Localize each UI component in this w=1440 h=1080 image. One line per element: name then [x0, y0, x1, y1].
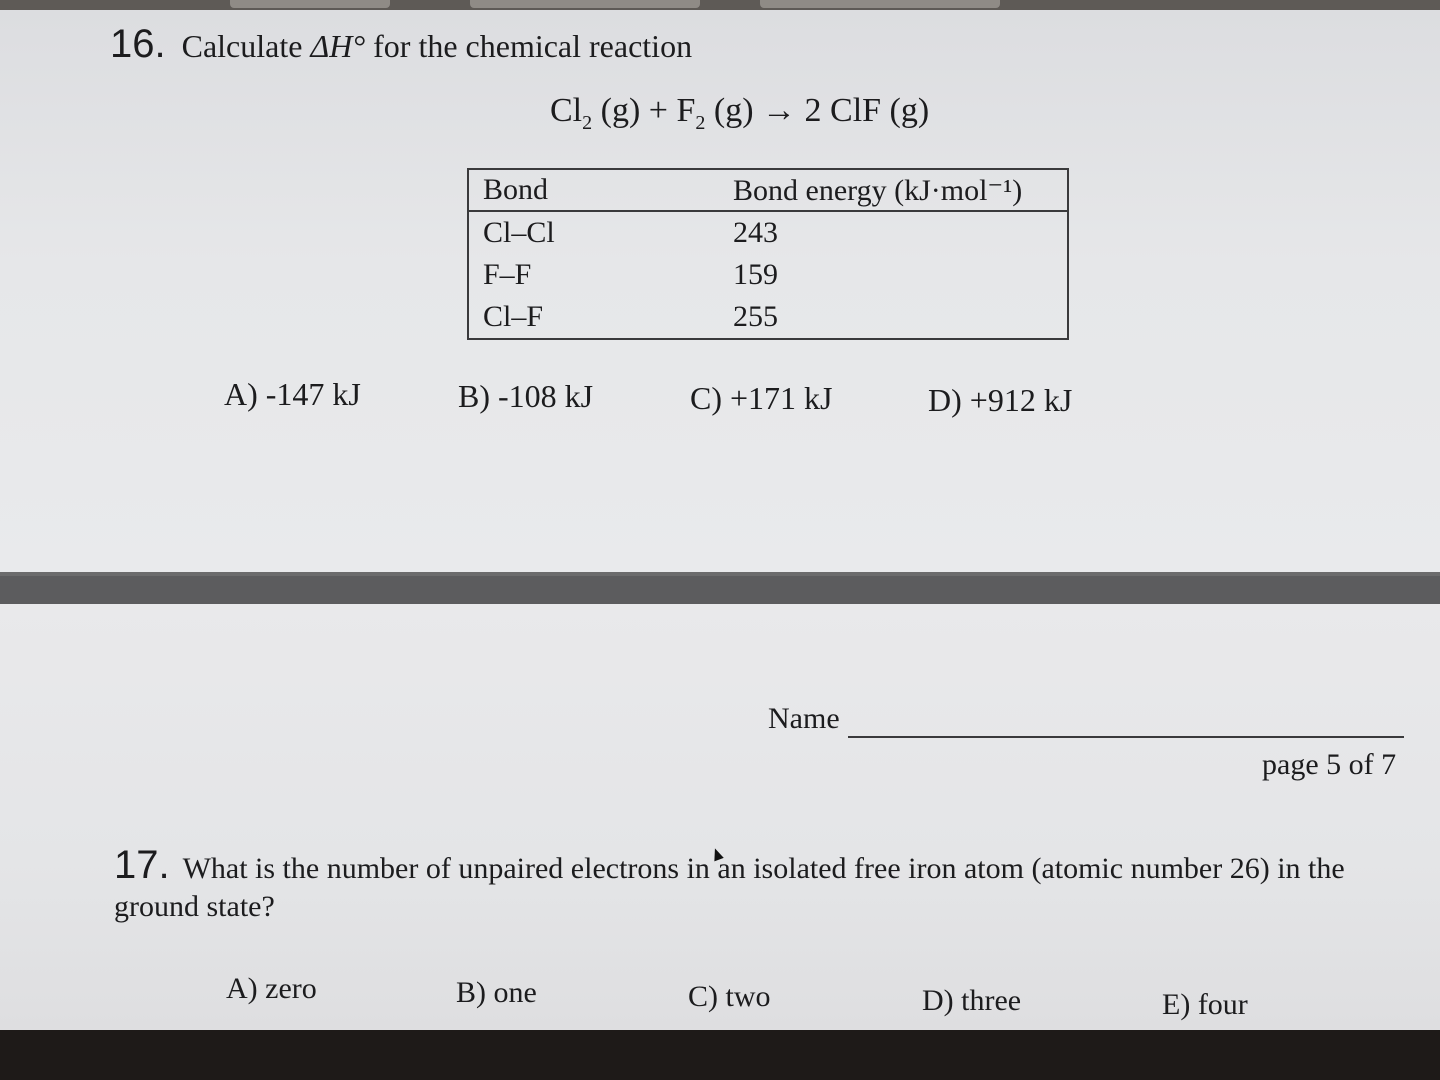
name-field-line: [848, 736, 1404, 738]
question-17-stem: [114, 843, 1404, 926]
question-17-option-e: E) four: [1162, 988, 1248, 1021]
table-cell-bond: F–F: [483, 258, 532, 291]
table-header-energy: Bond energy (kJ·mol⁻¹): [719, 169, 1068, 211]
name-label: Name: [768, 702, 840, 735]
question-16-number: 16.: [110, 22, 166, 66]
question-17-option-d: D) three: [922, 984, 1022, 1017]
equation-products: (g) → 2 ClF (g): [705, 92, 930, 129]
question-17-option-a: A) zero: [226, 972, 317, 1005]
question-16-stem-post: for the chemical reaction: [373, 28, 693, 64]
question-16-stem: [110, 22, 692, 67]
table-header-bond: Bond: [468, 169, 719, 211]
table-row: [468, 296, 1068, 339]
page-divider-inner: [0, 576, 1440, 604]
question-16-option-c: C) +171 kJ: [690, 380, 833, 416]
table-row: [468, 254, 1068, 296]
question-16-stem-pre: Calculate: [181, 28, 303, 64]
previous-page-tab: [470, 0, 700, 8]
equation-cl: Cl: [550, 92, 583, 129]
desk-background: [0, 1030, 1440, 1080]
equation-f: F: [676, 92, 696, 129]
question-16-option-a: A) -147 kJ: [224, 376, 361, 412]
table-cell-bond: Cl–F: [483, 300, 544, 333]
previous-page-tab: [760, 0, 1000, 8]
equation-plus: (g) +: [592, 92, 677, 129]
bond-energy-table: [467, 168, 1069, 340]
table-cell-energy: 243: [733, 216, 778, 249]
question-17-text: What is the number of unpaired electrons in an isolated free iron atom (atomic number 26) in the ground state?: [114, 852, 1345, 923]
page-lower-section: [0, 604, 1440, 1034]
page-number: page 5 of 7: [1262, 748, 1397, 781]
delta-h-symbol: ΔH°: [310, 28, 366, 64]
table-cell-bond: Cl–Cl: [483, 216, 555, 249]
equation-f-subscript: 2: [695, 111, 706, 134]
question-17-option-b: B) one: [456, 976, 537, 1009]
question-17-number: 17.: [114, 843, 170, 887]
question-16-option-b: B) -108 kJ: [458, 378, 594, 414]
chemical-equation: [550, 92, 929, 135]
table-row: [468, 211, 1068, 254]
previous-page-tab: [230, 0, 390, 8]
equation-cl-subscript: 2: [582, 111, 593, 134]
question-16-option-d: D) +912 kJ: [928, 382, 1073, 418]
question-17-option-c: C) two: [688, 980, 771, 1013]
table-cell-energy: 159: [733, 258, 778, 291]
table-header-row: [468, 169, 1068, 211]
table-cell-energy: 255: [733, 300, 778, 333]
